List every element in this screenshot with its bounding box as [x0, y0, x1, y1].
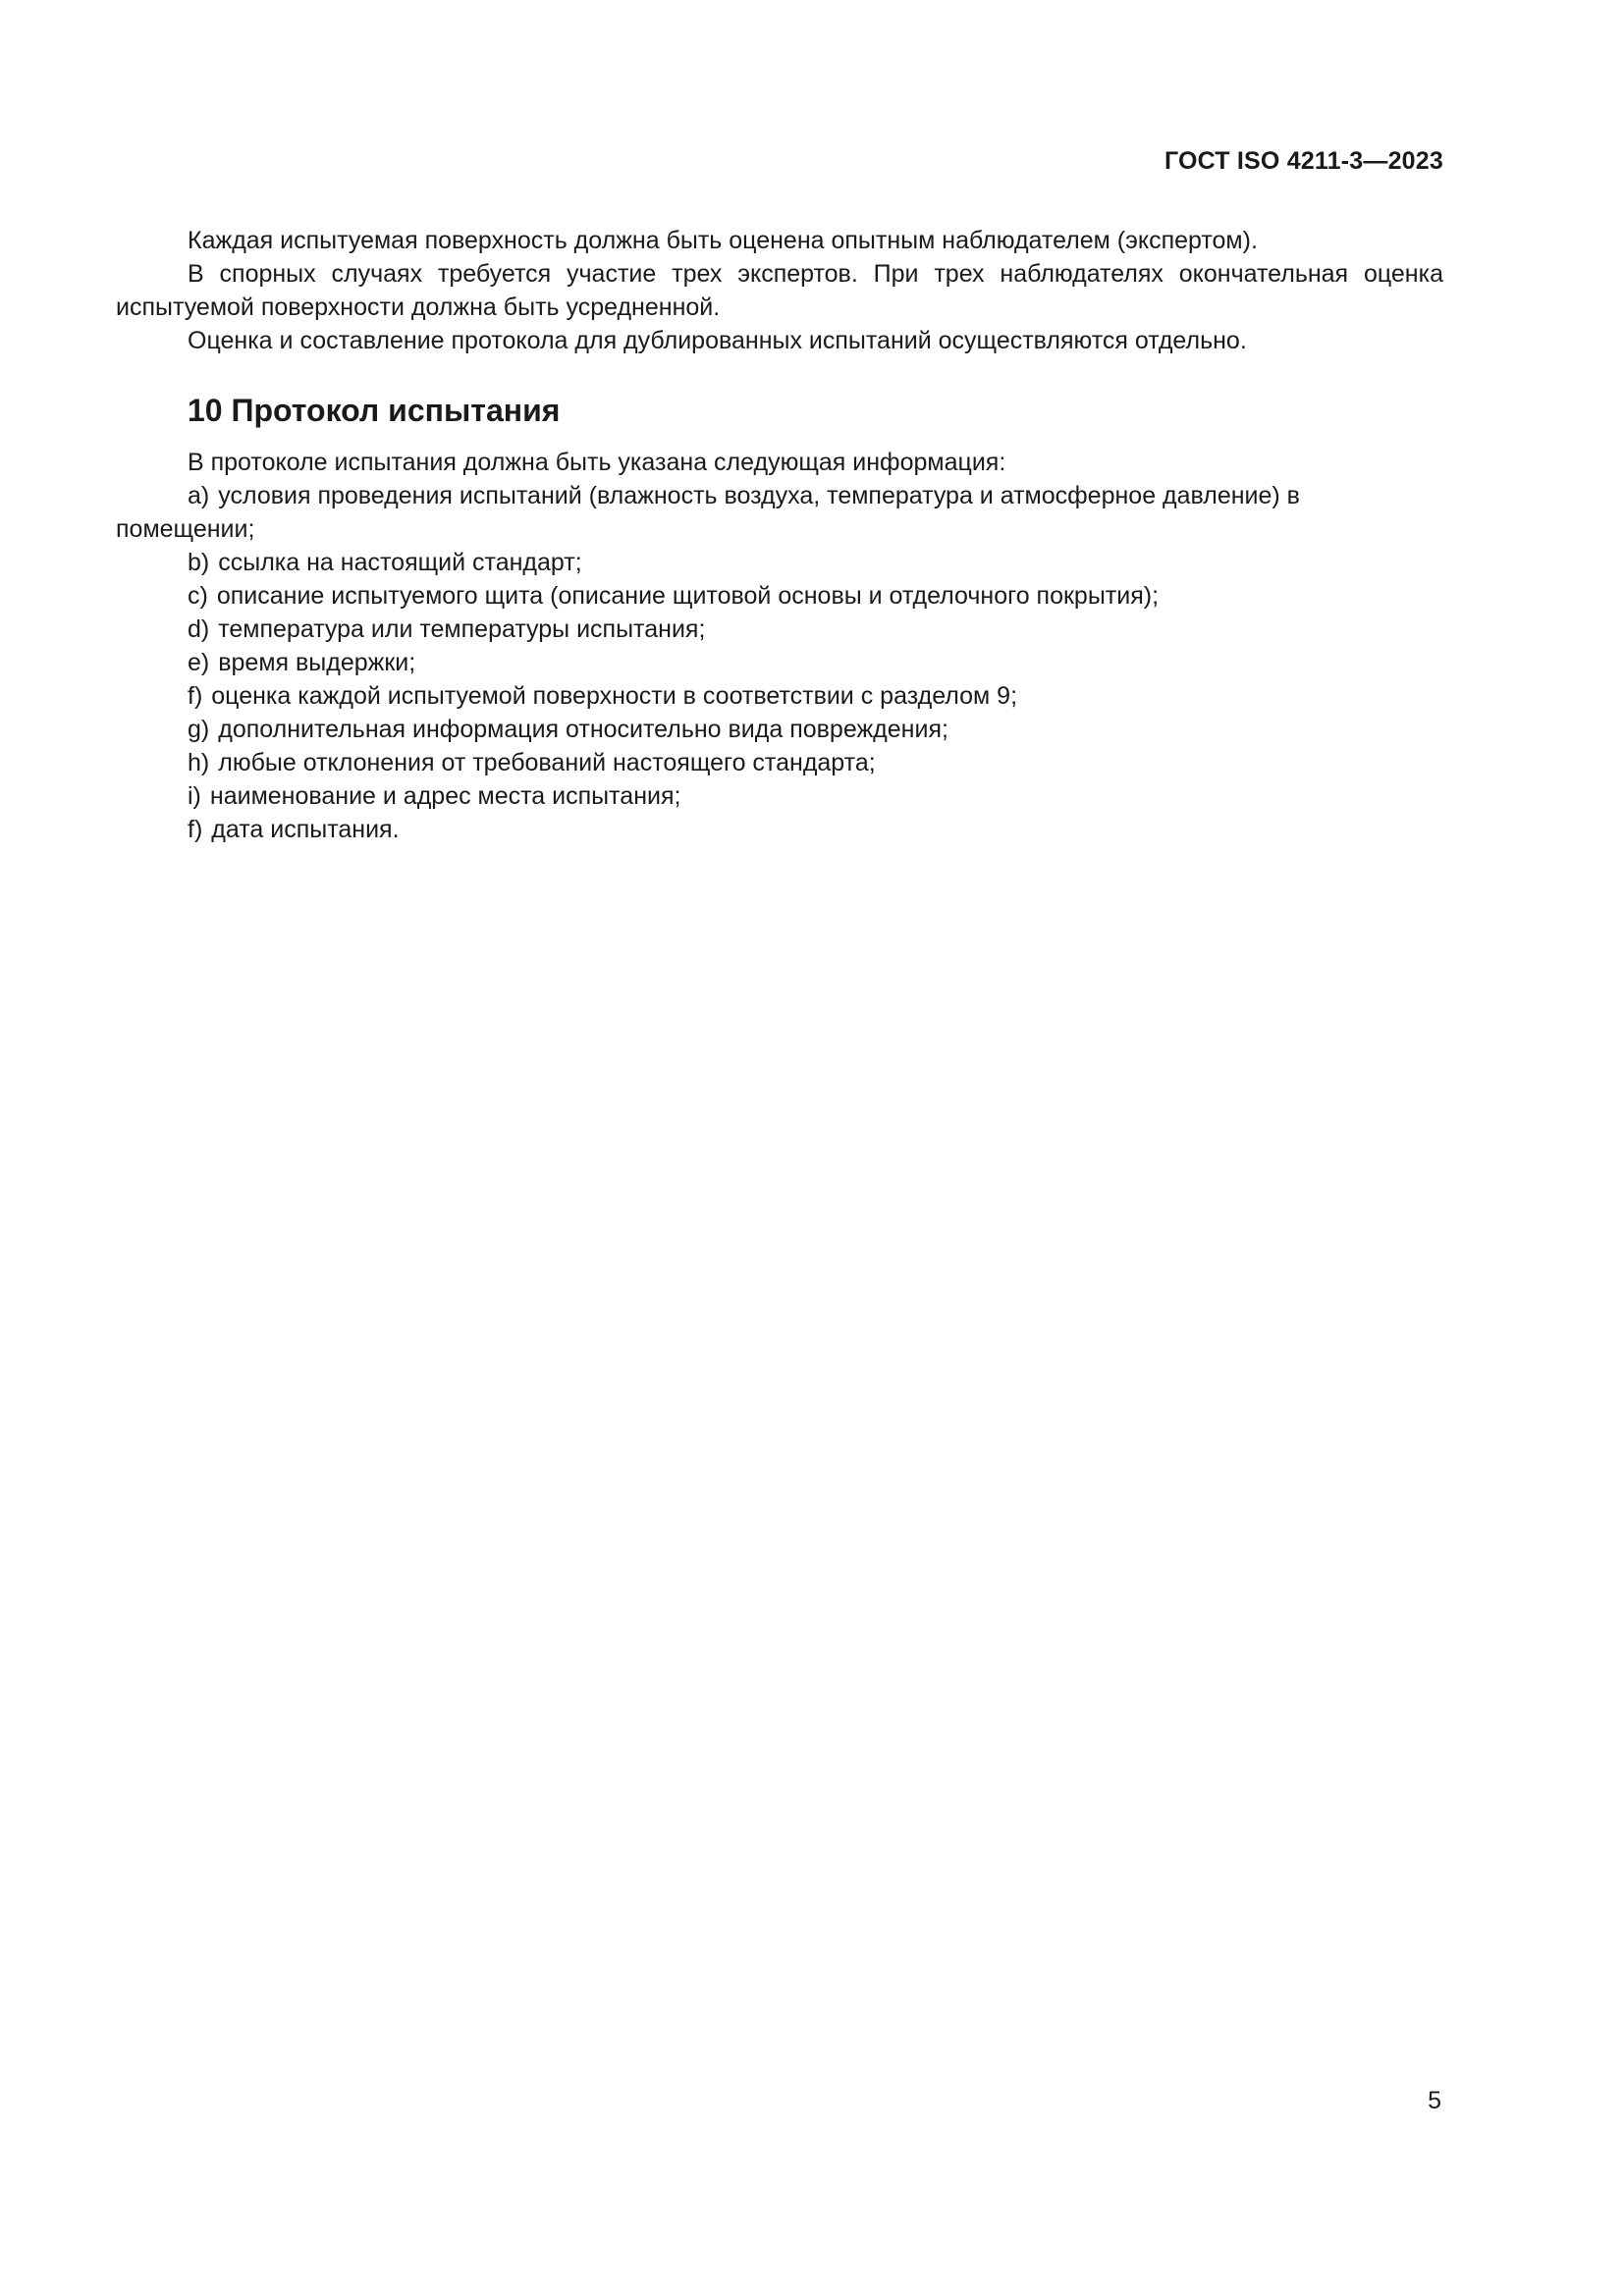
list-item-marker: b)	[188, 549, 210, 576]
list-item-text: дата испытания.	[211, 816, 400, 843]
list-item	[116, 779, 1443, 813]
list-item	[116, 546, 1443, 579]
list-item-text: наименование и адрес места испытания;	[209, 782, 681, 810]
list-item-text: ссылка на настоящий стандарт;	[218, 549, 582, 576]
section-lead: В протоколе испытания должна быть указана следующая информация:	[188, 449, 1006, 476]
page-number: 5	[1428, 2087, 1441, 2114]
list-item-marker: i)	[188, 782, 201, 810]
list-item-marker: h)	[188, 749, 210, 776]
list-item-marker: f)	[188, 682, 203, 710]
list-item-marker: a)	[188, 482, 210, 509]
report-items-list	[116, 479, 1443, 846]
list-item	[116, 479, 1443, 546]
list-item	[116, 679, 1443, 713]
list-item	[116, 713, 1443, 746]
list-item	[116, 746, 1443, 779]
list-item-marker: d)	[188, 615, 210, 643]
standard-code-header: ГОСТ ISO 4211-3—2023	[1164, 147, 1443, 175]
list-item-text: температура или температуры испытания;	[218, 615, 706, 643]
section-title: 10 Протокол испытания	[188, 393, 561, 428]
list-item-marker: e)	[188, 649, 210, 676]
list-item	[116, 813, 1443, 846]
list-item-marker: g)	[188, 716, 210, 743]
list-item-text: условия проведения испытаний (влажность воздуха, температура и атмосферное давление) в помещении;	[116, 482, 1300, 543]
intro-paragraph-3: Оценка и составление протокола для дублированных испытаний осуществляются отдельно.	[188, 327, 1247, 354]
list-item-text: описание испытуемого щита (описание щитовой основы и отделочного покрытия);	[216, 582, 1160, 610]
list-item-marker: c)	[188, 582, 208, 610]
list-item-text: время выдержки;	[218, 649, 416, 676]
list-item	[116, 613, 1443, 646]
list-item	[116, 579, 1443, 613]
list-item-text: дополнительная информация относительно вида повреждения;	[218, 716, 948, 743]
list-item-text: любые отклонения от требований настоящего стандарта;	[218, 749, 876, 776]
list-item-text: оценка каждой испытуемой поверхности в соответствии с разделом 9;	[211, 682, 1018, 710]
list-item-marker: f)	[188, 816, 203, 843]
intro-paragraph-1: Каждая испытуемая поверхность должна быть оценена опытным наблюдателем (экспертом).	[188, 227, 1258, 254]
list-item	[116, 646, 1443, 679]
intro-paragraph-2: В спорных случаях требуется участие трех экспертов. При трех наблюдателях окончательная оценка испытуемой поверхности должна быть усредненной.	[116, 260, 1443, 321]
page-content	[116, 224, 1443, 846]
